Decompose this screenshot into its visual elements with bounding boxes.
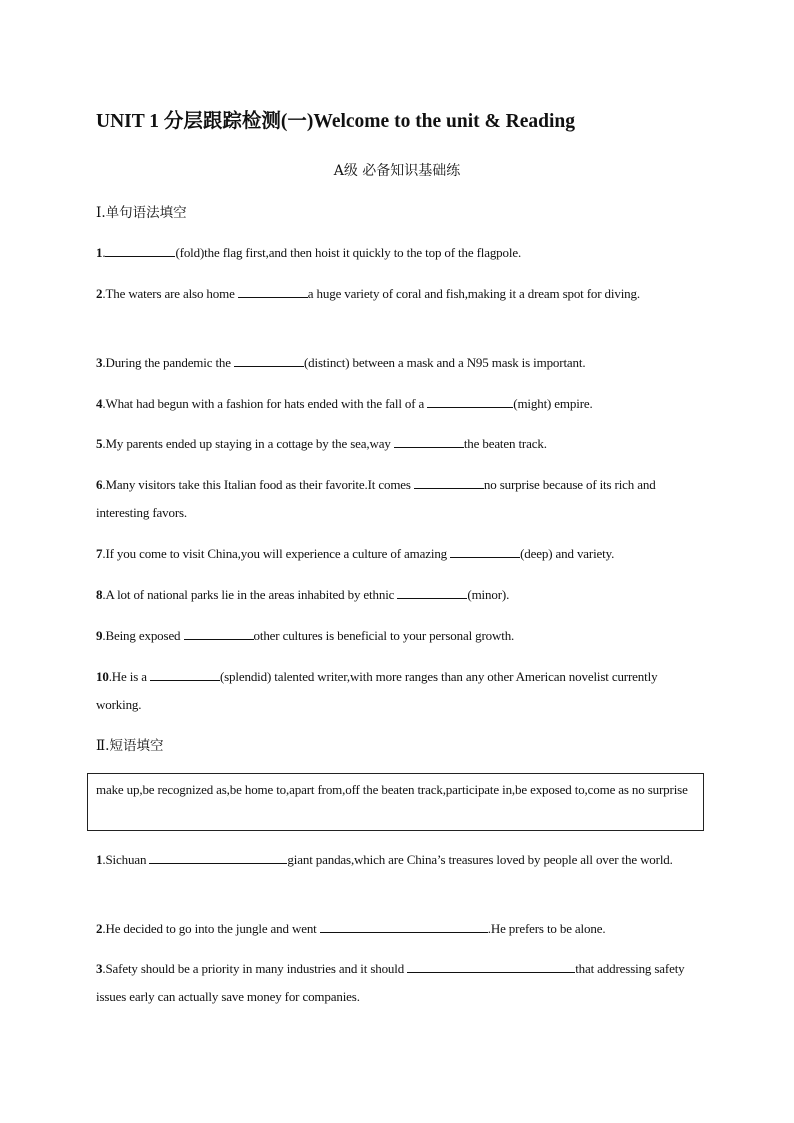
answer-blank[interactable]	[149, 851, 287, 864]
question-text-post: (fold)the flag first,and then hoist it quickly to the top of the flagpole.	[175, 245, 522, 260]
page-title: UNIT 1 分层跟踪检测(一)Welcome to the unit & Reading	[96, 111, 575, 132]
question-text-post: (splendid) talented writer,with more ranges than any other American novelist currently working.	[96, 669, 658, 712]
question-text-pre: .Being exposed	[102, 628, 184, 643]
question-number: 1	[96, 245, 103, 260]
question-text-pre: .Safety should be a priority in many industries and it should	[102, 961, 408, 976]
question-number: 3	[96, 961, 103, 976]
answer-blank[interactable]	[414, 476, 484, 489]
question-text-post: no surprise because of its rich and interesting favors.	[96, 477, 656, 520]
phrase-question-2	[96, 915, 696, 943]
question-2	[96, 280, 696, 308]
question-8	[96, 581, 696, 609]
answer-blank[interactable]	[320, 920, 488, 933]
question-10	[96, 663, 696, 719]
answer-blank[interactable]	[105, 244, 175, 257]
question-text-post: (might) empire.	[513, 396, 593, 411]
question-number: 10	[96, 669, 109, 684]
question-number: 7	[96, 546, 103, 561]
answer-blank[interactable]	[150, 668, 220, 681]
question-7	[96, 540, 696, 568]
question-number: 8	[96, 587, 103, 602]
question-text-pre: .What had begun with a fashion for hats ended with the fall of a	[102, 396, 428, 411]
answer-blank[interactable]	[184, 627, 254, 640]
question-number: 5	[96, 436, 103, 451]
answer-blank[interactable]	[394, 435, 464, 448]
question-text-pre: .My parents ended up staying in a cottage by the sea,way	[102, 436, 394, 451]
question-text-post: a huge variety of coral and fish,making it a dream spot for diving.	[307, 286, 640, 301]
answer-blank[interactable]	[238, 285, 308, 298]
question-text-pre: .Sichuan	[102, 852, 150, 867]
section-2-heading: Ⅱ.短语填空	[96, 738, 164, 754]
section-1-heading: Ⅰ.单句语法填空	[96, 205, 187, 221]
question-text-pre: .A lot of national parks lie in the areas inhabited by ethnic	[102, 587, 398, 602]
answer-blank[interactable]	[407, 960, 575, 973]
answer-blank[interactable]	[234, 354, 304, 367]
question-text-post: (deep) and variety.	[520, 546, 615, 561]
question-number: 6	[96, 477, 103, 492]
question-text-pre: .During the pandemic the	[102, 355, 234, 370]
question-text-post: .He prefers to be alone.	[487, 921, 606, 936]
phrase-question-3	[96, 955, 696, 1011]
question-text-pre: .He decided to go into the jungle and went	[102, 921, 320, 936]
question-text-post: (minor).	[467, 587, 510, 602]
question-number: 4	[96, 396, 103, 411]
question-9	[96, 622, 696, 650]
question-4	[96, 390, 696, 418]
phrase-bank-box: make up,be recognized as,be home to,apart from,off the beaten track,participate in,be exposed to,come as no surprise	[87, 773, 704, 831]
phrase-question-1	[96, 846, 696, 874]
question-5	[96, 430, 696, 458]
question-1	[96, 239, 696, 267]
level-heading: A级 必备知识基础练	[333, 163, 461, 179]
question-text-pre: .	[102, 245, 106, 260]
question-3	[96, 349, 696, 377]
question-text-post: giant pandas,which are China’s treasures loved by people all over the world.	[287, 852, 673, 867]
answer-blank[interactable]	[427, 395, 513, 408]
question-number: 3	[96, 355, 103, 370]
question-text-pre: .The waters are also home	[102, 286, 238, 301]
question-text-pre: .Many visitors take this Italian food as their favorite.It comes	[102, 477, 414, 492]
question-text-post: other cultures is beneficial to your personal growth.	[253, 628, 515, 643]
question-6	[96, 471, 696, 527]
question-text-post: that addressing safety issues early can actually save money for companies.	[96, 961, 685, 1004]
question-text-pre: .He is a	[108, 669, 150, 684]
question-text-post: (distinct) between a mask and a N95 mask is important.	[304, 355, 586, 370]
question-number: 2	[96, 286, 103, 301]
answer-blank[interactable]	[450, 545, 520, 558]
answer-blank[interactable]	[397, 586, 467, 599]
question-number: 9	[96, 628, 103, 643]
question-number: 2	[96, 921, 103, 936]
question-text-pre: .If you come to visit China,you will experience a culture of amazing	[102, 546, 451, 561]
question-number: 1	[96, 852, 103, 867]
question-text-post: the beaten track.	[463, 436, 547, 451]
